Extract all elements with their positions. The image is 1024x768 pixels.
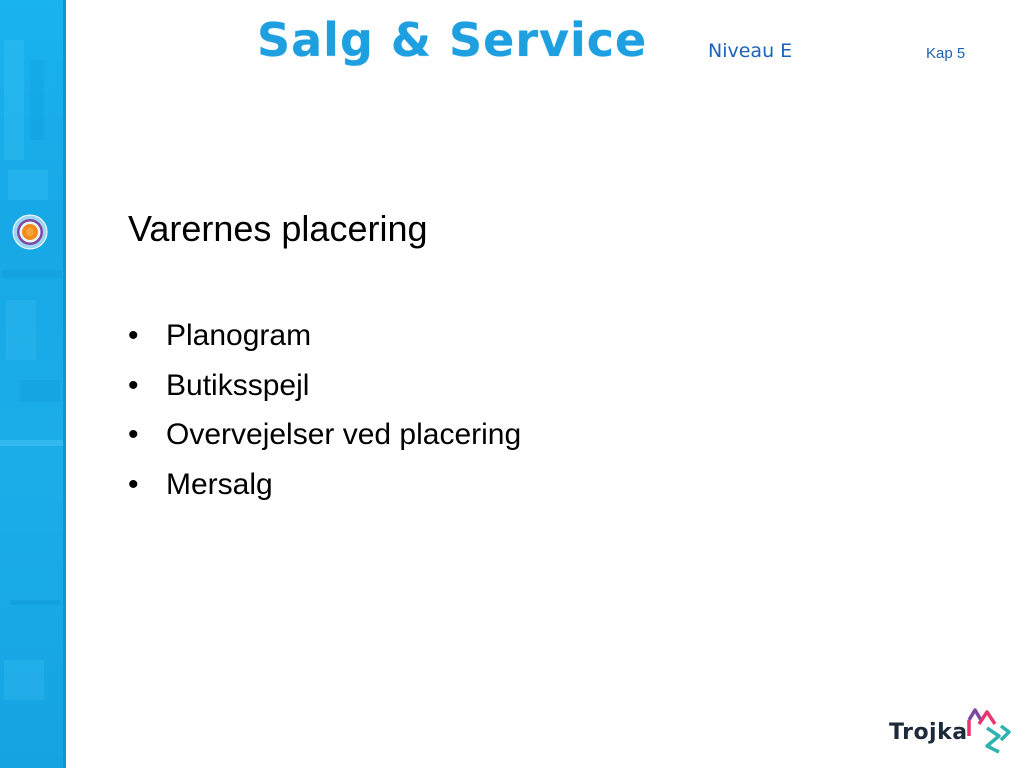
slide-title: Varernes placering [128, 208, 428, 249]
level-label: Niveau E [708, 40, 793, 62]
bullet-item [128, 361, 521, 411]
brand-title: Salg & Service [257, 13, 648, 67]
chapter-label: Kap 5 [926, 45, 966, 62]
bullet-text: Planogram [166, 319, 312, 352]
bullet-text: Mersalg [166, 467, 273, 501]
bullet-symbol: • [128, 418, 139, 451]
side-band-edge [63, 0, 66, 768]
side-decorative-band [0, 0, 66, 768]
side-band-texture [0, 0, 66, 768]
bullet-text: Overvejelser ved placering [166, 418, 522, 451]
bullet-text: Butiksspejl [166, 368, 310, 402]
publisher-name: Trojka [889, 720, 968, 745]
bullet-item [128, 460, 521, 510]
target-icon [12, 214, 48, 250]
bullet-symbol: • [128, 319, 139, 352]
trojka-logo-icon [965, 706, 1013, 754]
bullet-symbol: • [128, 467, 139, 501]
bullet-list [128, 311, 521, 509]
bullet-item [128, 311, 521, 361]
bullet-item [128, 410, 521, 460]
bullet-symbol: • [128, 368, 139, 402]
